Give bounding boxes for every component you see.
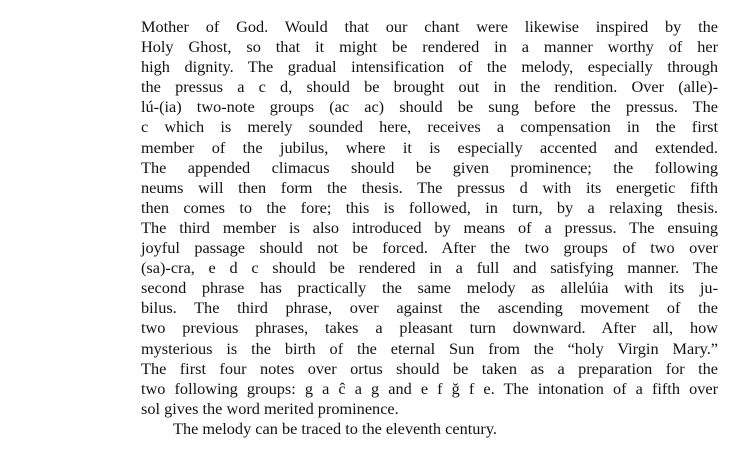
text-line: high dignity. The gradual intensification of the melody, especially through: [141, 57, 718, 77]
text-line: neums will then form the thesis. The pressus d with its energetic fifth: [141, 177, 718, 197]
text-line: mysterious is the birth of the eternal Sun from the “holy Virgin Mary.”: [141, 338, 718, 358]
text-line: lú-(ia) two-note groups (ac ac) should be sung before the pressus. The: [141, 97, 718, 117]
text-line: The appended climacus should be given prominence; the following: [141, 157, 718, 177]
text-line: (sa)-cra, e d c should be rendered in a full and satisfying manner. The: [141, 258, 718, 278]
text-line: two previous phrases, takes a pleasant turn downward. After all, how: [141, 318, 718, 338]
text-line: bilus. The third phrase, over against the ascending movement of the: [141, 298, 718, 318]
text-line: then comes to the fore; this is followed, in turn, by a relaxing thesis.: [141, 197, 718, 217]
text-line: sol gives the word merited prominence.: [141, 398, 399, 418]
text-line: second phrase has practically the same melody as allelúia with its ju-: [141, 278, 718, 298]
paragraph-1: [141, 17, 718, 419]
text-line: The third member is also introduced by means of a pressus. The ensuing: [141, 217, 718, 237]
text-line: member of the jubilus, where it is especially accented and extended.: [141, 137, 718, 157]
text-line: The melody can be traced to the eleventh century.: [173, 418, 497, 438]
text-line: two following groups: g a ĉ a g and e f ğ f e. The intonation of a fifth over: [141, 378, 718, 398]
body-text: [141, 17, 718, 439]
text-line: c which is merely sounded here, receives a compensation in the first: [141, 117, 718, 137]
text-line: The first four notes over ortus should be taken as a preparation for the: [141, 358, 718, 378]
text-line: Holy Ghost, so that it might be rendered in a manner worthy of her: [141, 37, 718, 57]
text-line: the pressus a c d, should be brought out in the rendition. Over (alle)-: [141, 77, 718, 97]
text-line: Mother of God. Would that our chant were likewise inspired by the: [141, 17, 718, 36]
paragraph-2: [141, 419, 718, 439]
text-line: joyful passage should not be forced. After the two groups of two over: [141, 238, 718, 258]
